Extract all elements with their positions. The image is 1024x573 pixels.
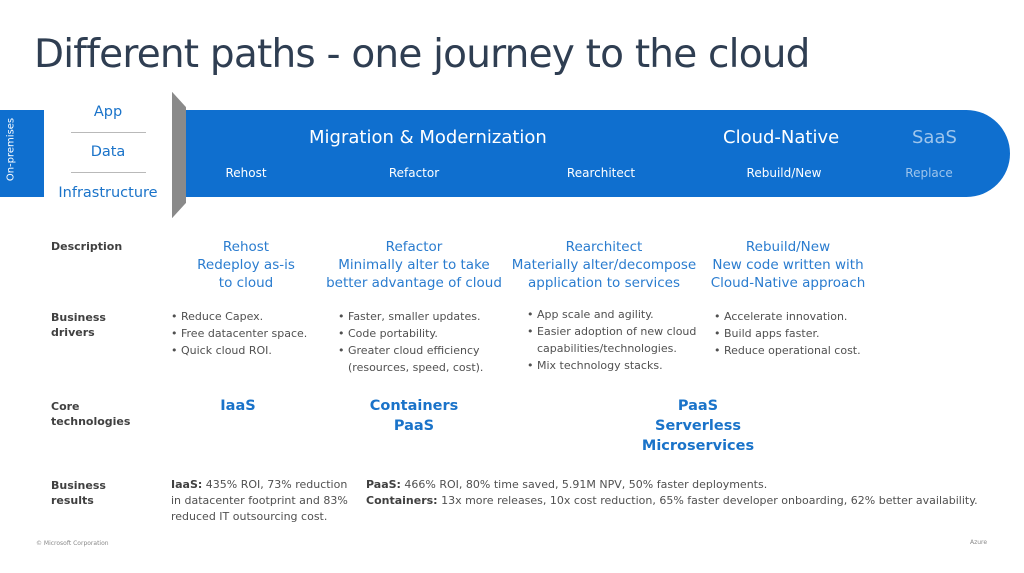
row-label-drivers: Business drivers <box>51 311 106 339</box>
header-migration: Migration & Modernization <box>309 127 547 148</box>
header-saas: SaaS <box>912 127 957 148</box>
list-item: • Accelerate innovation. <box>714 308 861 325</box>
description-rehost: Rehost Redeploy as-is to cloud <box>197 239 295 291</box>
path-rearchitect: Rearchitect <box>566 166 636 180</box>
on-premises-label: On-premises <box>5 117 17 182</box>
drivers-rebuild <box>714 308 861 359</box>
stack-divider <box>71 132 146 133</box>
list-item: • Greater cloud efficiency <box>338 342 483 359</box>
brand-mark: Azure <box>970 539 988 546</box>
stack-infrastructure: Infrastructure <box>58 185 158 201</box>
path-rehost: Rehost <box>225 166 267 180</box>
slide-title: Different paths - one journey to the cloud <box>34 32 810 77</box>
drivers-rehost <box>171 308 307 359</box>
list-item: • Build apps faster. <box>714 325 861 342</box>
results-paas-containers: PaaS: 466% ROI, 80% time saved, 5.91M NPV, 50% faster deployments. Containers: 13x more releases, 10x cost reduction, 65% faster developer onboarding, 62% better availability. <box>366 478 978 507</box>
copyright: © Microsoft Corporation <box>36 540 109 547</box>
core-paas-serverless-microservices: PaaS Serverless Microservices <box>641 398 755 454</box>
list-item: • Reduce operational cost. <box>714 342 861 359</box>
list-item: • Faster, smaller updates. <box>338 308 483 325</box>
stack-data: Data <box>90 144 126 160</box>
stack-card <box>44 88 172 218</box>
list-item: • Mix technology stacks. <box>527 357 696 374</box>
row-label-core: Core technologies <box>51 400 131 428</box>
list-item-continuation: (resources, speed, cost). <box>348 361 484 374</box>
header-cloud-native: Cloud-Native <box>723 127 840 148</box>
list-item: • Reduce Capex. <box>171 308 307 325</box>
path-rebuild: Rebuild/New <box>746 166 822 180</box>
row-label-results: Business results <box>51 479 106 507</box>
description-rearchitect: Rearchitect Materially alter/decompose application to services <box>511 239 697 291</box>
drivers-refactor <box>338 308 483 376</box>
path-refactor: Refactor <box>388 166 440 180</box>
core-iaas: IaaS <box>220 398 256 414</box>
drivers-rearchitect <box>527 306 696 374</box>
stack-app: App <box>93 104 123 120</box>
list-item: • Free datacenter space. <box>171 325 307 342</box>
list-item: • Quick cloud ROI. <box>171 342 307 359</box>
core-containers-paas: Containers PaaS <box>369 398 459 434</box>
results-iaas: IaaS: 435% ROI, 73% reduction in datacenter footprint and 83% reduced IT outsourcing cost. <box>171 478 348 523</box>
description-refactor: Refactor Minimally alter to take better advantage of cloud <box>326 239 502 291</box>
stack-divider <box>71 172 146 173</box>
description-rebuild: Rebuild/New New code written with Cloud-Native approach <box>710 239 866 291</box>
list-item: • App scale and agility. <box>527 306 696 323</box>
path-replace: Replace <box>905 166 953 180</box>
row-label-description: Description <box>51 240 123 253</box>
list-item: • Code portability. <box>338 325 483 342</box>
list-item: • Easier adoption of new cloud <box>527 323 696 340</box>
list-item-continuation: capabilities/technologies. <box>537 342 677 355</box>
